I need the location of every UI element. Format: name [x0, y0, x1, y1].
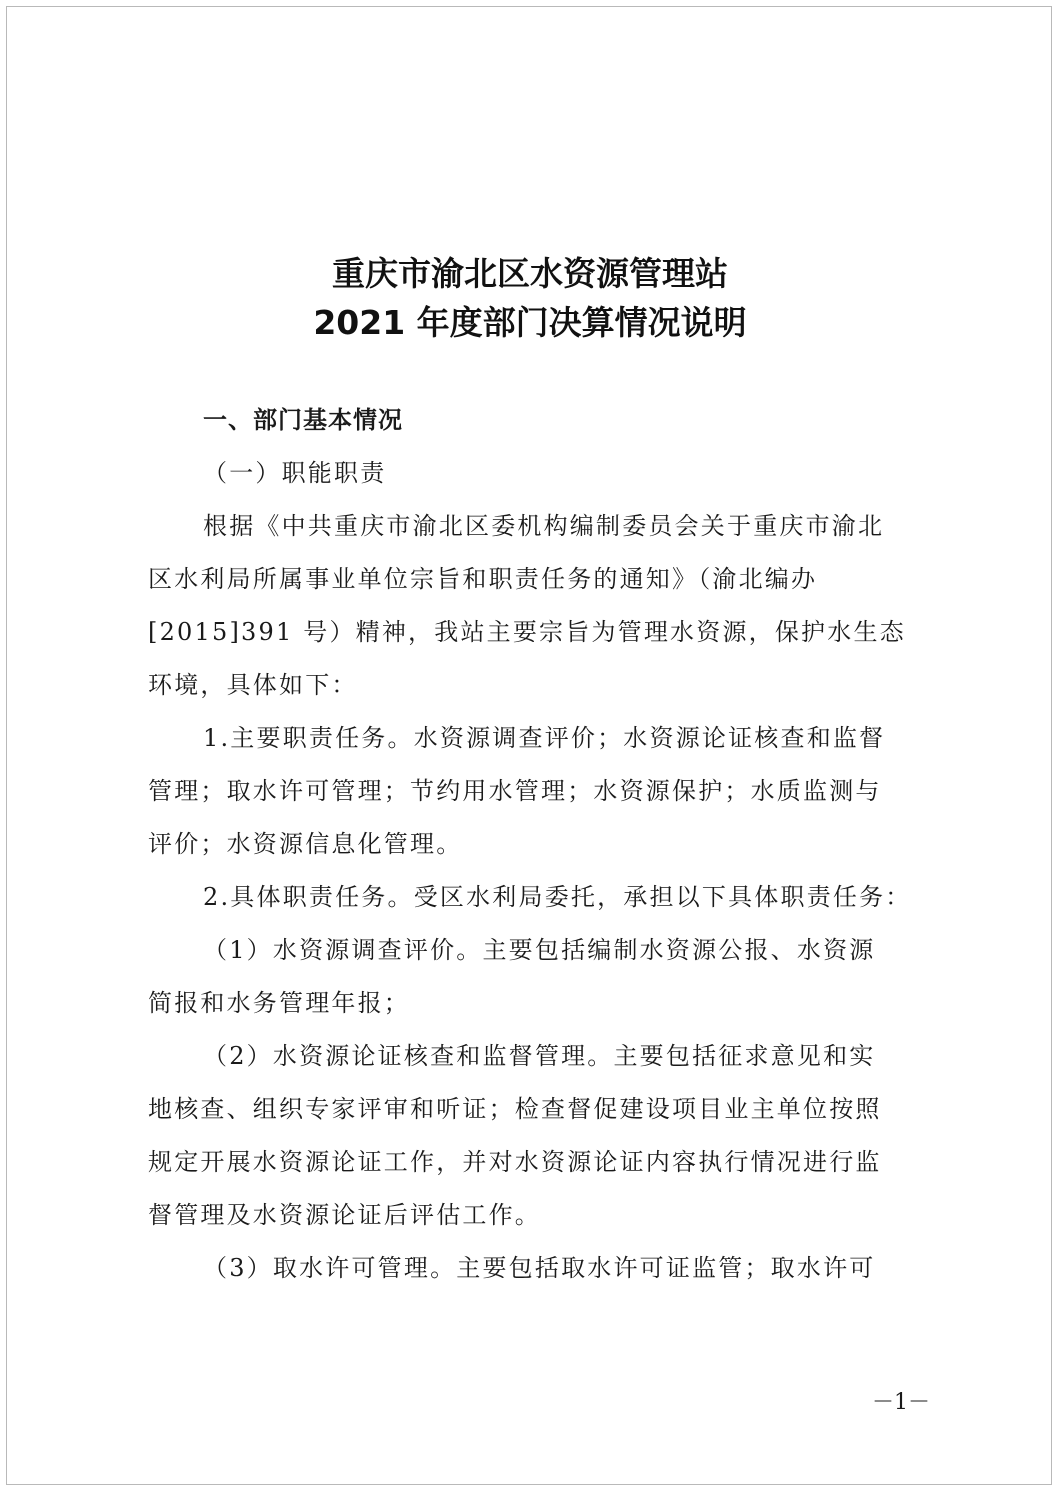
body-line: 管理；取水许可管理；节约用水管理；水资源保护；水质监测与 [148, 777, 882, 805]
body-line: 1.主要职责任务。水资源调查评价；水资源论证核查和监督 [203, 724, 886, 752]
body-line: （3）取水许可管理。主要包括取水许可证监管；取水许可 [203, 1254, 876, 1282]
body-line: 区水利局所属事业单位宗旨和职责任务的通知》（渝北编办 [148, 565, 818, 593]
section-heading: 一、部门基本情况 [203, 406, 403, 434]
body-line: （2）水资源论证核查和监督管理。主要包括征求意见和实 [203, 1042, 876, 1070]
body-line: [2015]391 号）精神，我站主要宗旨为管理水资源，保护水生态 [148, 618, 906, 646]
document-title-line1: 重庆市渝北区水资源管理站 [332, 254, 728, 293]
body-line: 2.具体职责任务。受区水利局委托，承担以下具体职责任务： [203, 883, 912, 911]
document-title-line2: 2021 年度部门决算情况说明 [313, 303, 747, 342]
body-line: 地核查、组织专家评审和听证；检查督促建设项目业主单位按照 [148, 1095, 882, 1123]
body-line: 环境，具体如下： [148, 671, 358, 699]
subsection-heading: （一）职能职责 [203, 459, 387, 487]
body-line: 简报和水务管理年报； [148, 989, 410, 1017]
body-line: 评价；水资源信息化管理。 [148, 830, 463, 858]
body-line: （1）水资源调查评价。主要包括编制水资源公报、水资源 [203, 936, 876, 964]
body-line: 根据《中共重庆市渝北区委机构编制委员会关于重庆市渝北 [203, 512, 885, 540]
body-line: 规定开展水资源论证工作，并对水资源论证内容执行情况进行监 [148, 1148, 882, 1176]
body-line: 督管理及水资源论证后评估工作。 [148, 1201, 541, 1229]
page-number: －1－ [872, 1390, 930, 1415]
